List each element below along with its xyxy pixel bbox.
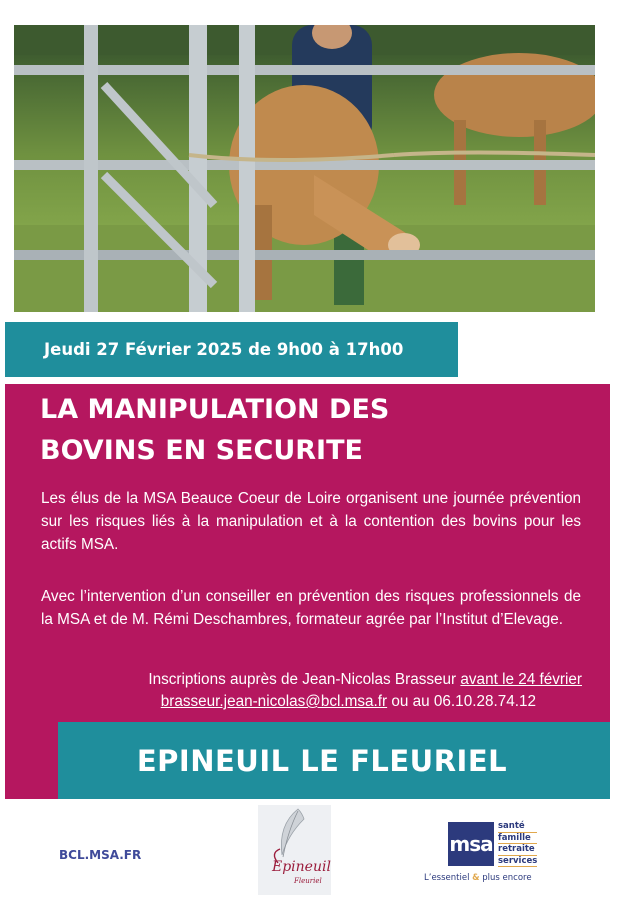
- msa-slogan: [424, 873, 532, 883]
- title-line-1: LA MANIPULATION DES: [40, 394, 390, 425]
- description-paragraph: Les élus de la MSA Beauce Coeur de Loire organisent une journée prévention sur les risques liés à la manipulation et à la contention des bovins pour les actifs MSA.: [41, 490, 581, 553]
- inscription-lead: Inscriptions auprès de Jean-Nicolas Brasseur: [148, 671, 461, 688]
- inscription-deadline: avant le 24 février: [460, 671, 582, 688]
- cattle-photo-illustration: [14, 25, 595, 312]
- epineuil-logo: [258, 805, 331, 895]
- msa-logo: [418, 818, 566, 888]
- event-date: Jeudi 27 Février 2025 de 9h00 à 17h00: [44, 340, 404, 359]
- msa-tagline-words: [498, 821, 537, 867]
- contact-phone: ou au 06.10.28.74.12: [387, 693, 536, 710]
- event-title: [40, 389, 560, 471]
- msa-slogan-amp: &: [472, 873, 480, 883]
- epineuil-logo-sub: Fleuriel: [294, 877, 322, 885]
- epineuil-logo-word: Epineuil: [272, 859, 331, 875]
- msa-slogan-end: plus encore: [479, 873, 532, 883]
- msa-acronym: msa: [448, 822, 494, 866]
- contact-line: [41, 691, 582, 713]
- cattle-handling-photo: [14, 25, 595, 312]
- contact-email-link[interactable]: brasseur.jean-nicolas@bcl.msa.fr: [160, 693, 388, 710]
- msa-word: santé: [498, 821, 537, 833]
- msa-slogan-start: L’essentiel: [424, 873, 473, 883]
- msa-word: services: [498, 855, 538, 866]
- intervention-paragraph: Avec l’intervention d’un conseiller en prévention des risques professionnels de la MSA et de M. Rémi Deschambres, formateur agrée par l’Institut d’Elevage.: [41, 588, 581, 628]
- event-location: EPINEUIL LE FLEURIEL: [136, 743, 508, 778]
- feather-icon: [258, 805, 331, 865]
- inscription-line: [41, 669, 582, 691]
- msa-word: famille: [498, 833, 537, 845]
- msa-word: retraite: [498, 844, 537, 856]
- website-link[interactable]: BCL.MSA.FR: [59, 848, 142, 862]
- title-line-2: BOVINS EN SECURITE: [40, 435, 363, 466]
